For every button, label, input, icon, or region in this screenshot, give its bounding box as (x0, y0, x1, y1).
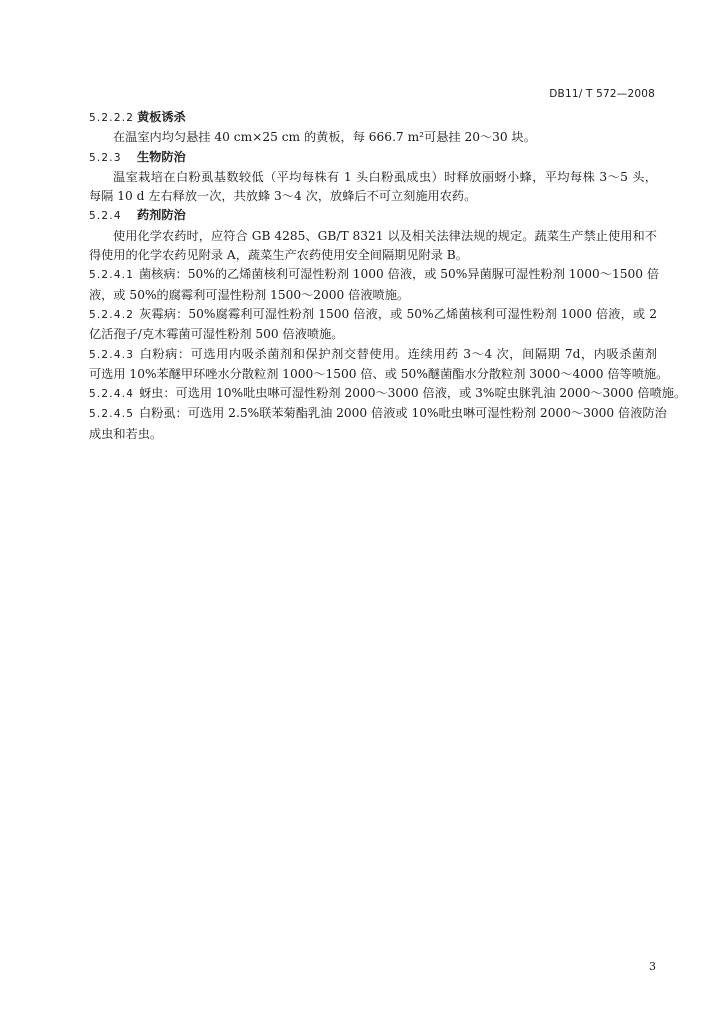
paragraph-line: 亿活孢子/克木霉菌可湿性粉剂 500 倍液喷施。 (89, 327, 344, 342)
paragraph-line: 每隔 10 d 左右释放一次，共放蜂 3～4 次，放蜂后不可立刻施用农药。 (89, 189, 477, 204)
heading-title: 生物防治 (137, 149, 186, 164)
clause-text: 白粉虱：可选用 2.5%联苯菊酯乳油 2000 倍液或 10%吡虫啉可湿性粉剂 2000～3000 倍液防治 (139, 406, 667, 421)
page-number: 3 (649, 960, 656, 973)
clause-number: 5.2.4.4 (89, 388, 135, 401)
clause-text: 白粉病：可选用内吸杀菌剂和保护剂交替使用。连续用药 3～4 次，间隔期 7d，内吸杀菌剂 (139, 346, 657, 361)
paragraph-line: 温室栽培在白粉虱基数较低（平均每株有 1 头白粉虱成虫）时释放丽蚜小蜂，平均每株 3～5 头， (113, 169, 657, 184)
heading-number: 5.2.3 (89, 151, 122, 164)
heading-title: 黄板诱杀 (137, 110, 186, 124)
clause-number: 5.2.4.5 (89, 408, 135, 421)
clause-text: 菌核病：50%的乙烯菌核利可湿性粉剂 1000 倍液，或 50%异菌脲可湿性粉剂 1000～1500 倍 (139, 267, 660, 282)
heading-number: 5.2.4 (89, 210, 122, 223)
page-content (89, 108, 687, 444)
paragraph-line: 使用化学农药时，应符合 GB 4285、GB/T 8321 以及相关法律法规的规定。蔬菜生产禁止使用和不 (113, 228, 657, 243)
clause-5-2-4-4 (89, 384, 687, 404)
standard-code: DB11/ T 572—2008 (549, 88, 655, 100)
paragraph-line: 得使用的化学农药见附录 A，蔬菜生产农药使用安全间隔期见附录 B。 (89, 248, 468, 263)
clause-text: 蚜虫：可选用 10%吡虫啉可湿性粉剂 2000～3000 倍液，或 3%啶虫脒乳油 2000～3000 倍喷施。 (139, 386, 687, 401)
clause-number: 5.2.4.1 (89, 269, 135, 282)
clause-number: 5.2.4.3 (89, 348, 135, 361)
heading-5-2-3 (89, 148, 657, 168)
clause-text: 灰霉病：50%腐霉利可湿性粉剂 1500 倍液，或 50%乙烯菌核利可湿性粉剂 1000 倍液，或 2 (139, 306, 657, 321)
clause-number: 5.2.4.2 (89, 308, 135, 321)
clause-5-2-4-2 (89, 305, 657, 325)
heading-number: 5.2.2.2 (89, 112, 135, 124)
paragraph-line: 成虫和若虫。 (89, 426, 163, 441)
paragraph-line: 液，或 50%的腐霉利可湿性粉剂 1500～2000 倍液喷施。 (89, 287, 410, 302)
clause-5-2-4-1 (89, 265, 660, 285)
clause-5-2-4-3 (89, 345, 657, 365)
paragraph-line: 可选用 10%苯醚甲环唑水分散粒剂 1000～1500 倍、或 50%醚菌酯水分散粒剂 3000～4000 倍等喷施。 (89, 366, 669, 381)
paragraph-line: 在温室内均匀悬挂 40 cm×25 cm 的黄板，每 666.7 m²可悬挂 20～30 块。 (113, 130, 536, 145)
heading-5-2-4 (89, 206, 657, 226)
heading-title: 药剂防治 (137, 208, 186, 223)
clause-5-2-4-5 (89, 404, 667, 424)
heading-5-2-2-2 (89, 108, 657, 128)
